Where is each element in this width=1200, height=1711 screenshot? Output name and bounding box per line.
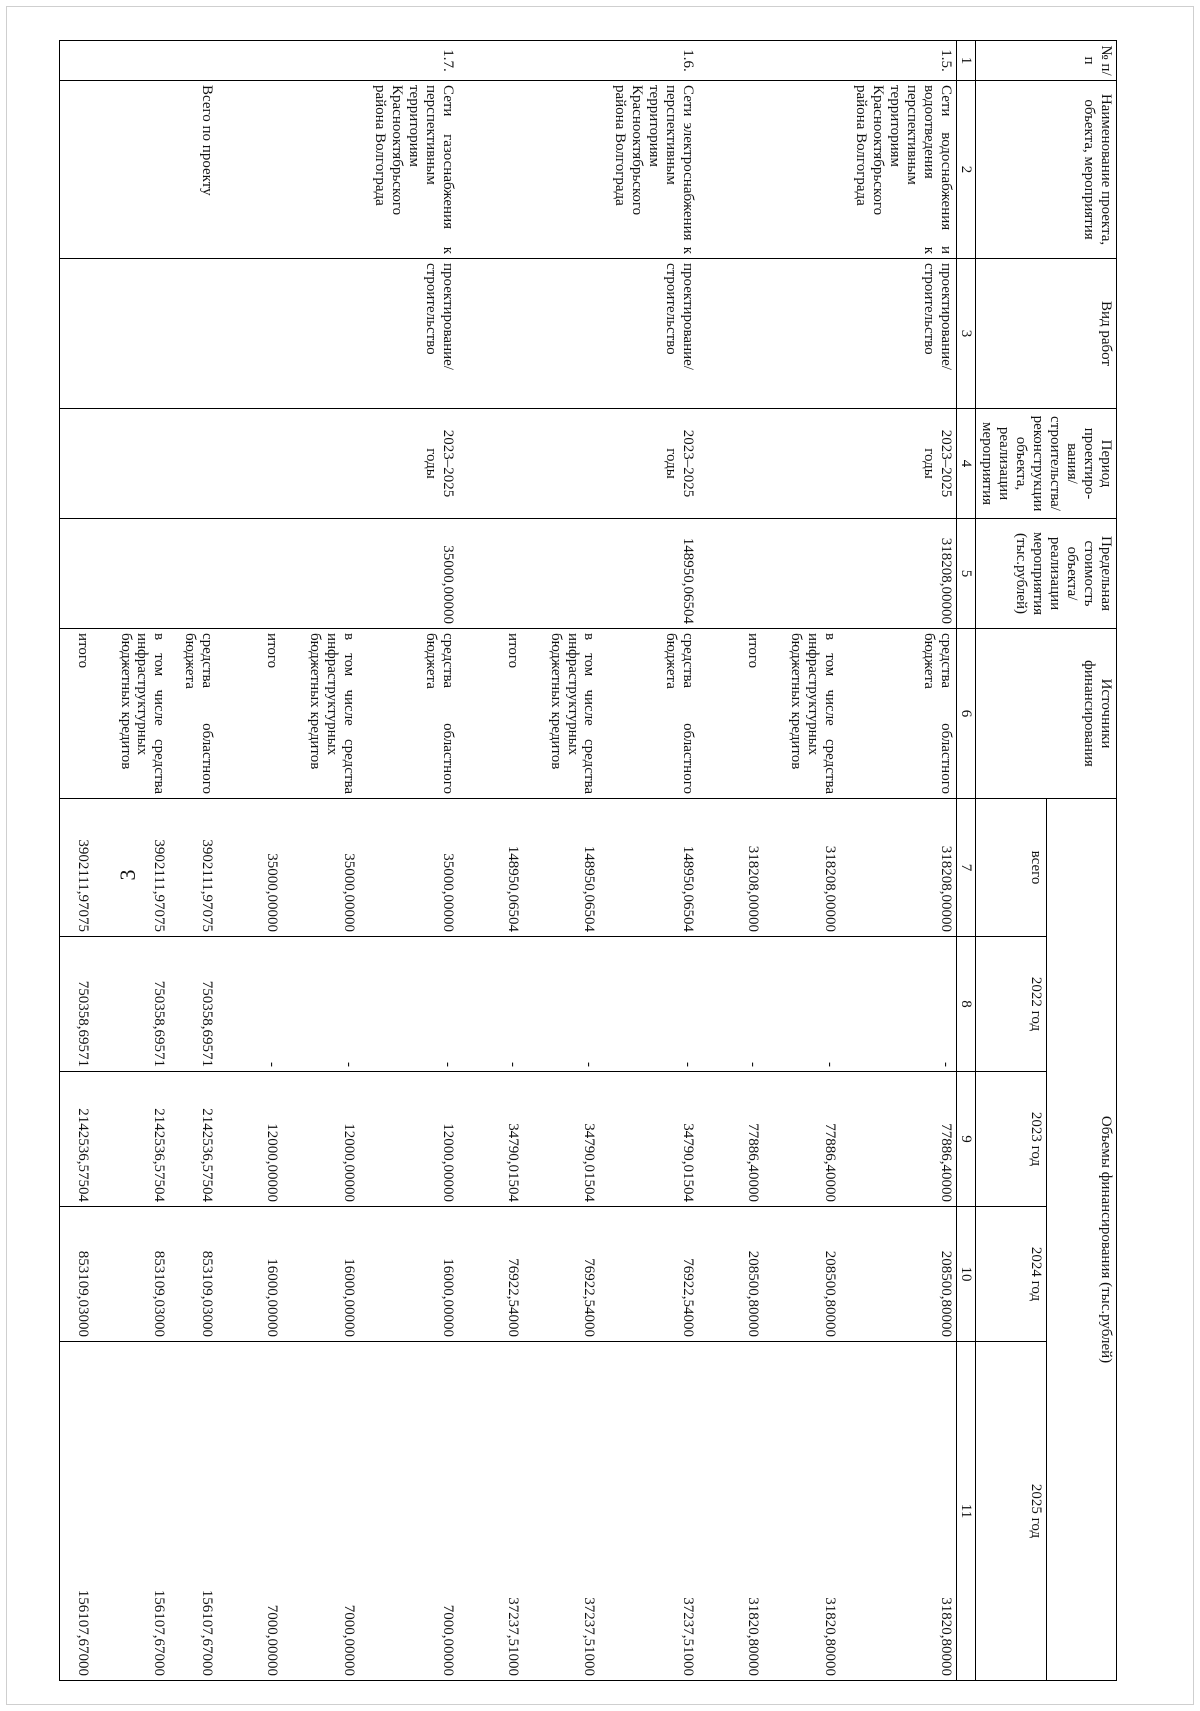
row-number [763,41,840,81]
amount-total: 35000,00000 [282,799,359,937]
row-number [59,41,92,81]
period: 2023–2025 годы [359,409,458,519]
amount-2025: 37237,51000 [523,1342,600,1681]
object-name: Сети водоснабжения и водоотведения к перспективным территориям Краснооктябрьского района Волгограда [840,81,956,259]
cost-limit [523,519,600,629]
amount-2024: 853109,03000 [169,1207,217,1342]
amount-total: 35000,00000 [359,799,458,937]
header-total: всего [976,799,1046,937]
funding-source: в том числе средства инфраструктурных бюджетных кредитов [763,629,840,799]
header-work: Вид работ [976,259,1117,409]
amount-2022: - [840,937,956,1072]
amount-2023: 12000,00000 [359,1072,458,1207]
header-funding: Объемы финансирования (тыс.рублей) [1046,799,1116,1681]
funding-source: средства областного бюджета [359,629,458,799]
amount-total: 148950,06504 [523,799,600,937]
amount-2022: - [282,937,359,1072]
amount-2024: 853109,03000 [59,1207,92,1342]
funding-source: итого [458,629,523,799]
period [217,409,282,519]
table-row [600,41,699,1681]
financing-table-sheet [74,40,1117,1680]
amount-2025: 156107,67000 [59,1342,92,1681]
amount-total: 148950,06504 [458,799,523,937]
funding-source: средства областного бюджета [840,629,956,799]
object-name [763,81,840,259]
row-number: 1.6. [600,41,699,81]
amount-2024: 853109,03000 [93,1207,170,1342]
column-number: 10 [956,1207,976,1342]
table-row [840,41,956,1681]
financing-table [59,40,1117,1681]
amount-2025: 31820,80000 [763,1342,840,1681]
amount-2022: 750358,69571 [169,937,217,1072]
column-number-row [956,41,976,1681]
table-row [93,41,170,1681]
cost-limit: 148950,06504 [600,519,699,629]
object-name [59,81,92,259]
cost-limit [93,519,170,629]
period [169,409,217,519]
header-cost: Предельная стоимость объекта/ реализации мероприятия (тыс.рублей) [976,519,1117,629]
amount-2023: 77886,40000 [698,1072,763,1207]
column-number: 3 [956,259,976,409]
table-row [359,41,458,1681]
amount-2025: 31820,80000 [840,1342,956,1681]
work-type [698,259,763,409]
amount-2025: 156107,67000 [93,1342,170,1681]
funding-source: в том числе средства инфраструктурных бюджетных кредитов [523,629,600,799]
column-number: 5 [956,519,976,629]
funding-source: средства областного бюджета [600,629,699,799]
row-number [217,41,282,81]
amount-total: 3902111,97075 [93,799,170,937]
work-type [523,259,600,409]
period [458,409,523,519]
amount-total: 35000,00000 [217,799,282,937]
amount-2022: - [600,937,699,1072]
object-name [458,81,523,259]
period [698,409,763,519]
amount-2025: 31820,80000 [698,1342,763,1681]
amount-2024: 16000,00000 [217,1207,282,1342]
amount-2025: 37237,51000 [600,1342,699,1681]
row-number [523,41,600,81]
column-number: 7 [956,799,976,937]
amount-2022: 750358,69571 [93,937,170,1072]
funding-source: итого [698,629,763,799]
amount-2023: 2142536,57504 [59,1072,92,1207]
table-body [59,41,956,1681]
work-type [217,259,282,409]
amount-2023: 2142536,57504 [169,1072,217,1207]
row-number [698,41,763,81]
cost-limit: 35000,00000 [359,519,458,629]
amount-2022: - [458,937,523,1072]
amount-2023: 77886,40000 [840,1072,956,1207]
column-number: 9 [956,1072,976,1207]
work-type: проектирование/строительство [840,259,956,409]
amount-2022: - [698,937,763,1072]
table-row [763,41,840,1681]
header-2024: 2024 год [976,1207,1046,1342]
column-number: 11 [956,1342,976,1681]
column-number: 8 [956,937,976,1072]
period [93,409,170,519]
amount-2025: 37237,51000 [458,1342,523,1681]
column-number: 4 [956,409,976,519]
table-row [458,41,523,1681]
amount-2024: 76922,54000 [523,1207,600,1342]
row-number: 1.5. [840,41,956,81]
period [523,409,600,519]
column-number: 2 [956,81,976,259]
amount-2025: 7000,00000 [359,1342,458,1681]
work-type [282,259,359,409]
amount-total: 3902111,97075 [59,799,92,937]
column-number: 1 [956,41,976,81]
table-header [956,41,1116,1681]
amount-2023: 34790,01504 [458,1072,523,1207]
table-row [698,41,763,1681]
object-name: Сети газоснабжения к перспективным территориям Краснооктябрьского района Волгограда [359,81,458,259]
amount-2023: 12000,00000 [282,1072,359,1207]
cost-limit [282,519,359,629]
work-type [169,259,217,409]
table-row [217,41,282,1681]
funding-source: средства областного бюджета [169,629,217,799]
amount-2024: 208500,80000 [698,1207,763,1342]
amount-total: 318208,00000 [698,799,763,937]
cost-limit [169,519,217,629]
amount-total: 148950,06504 [600,799,699,937]
object-name: Всего по проекту [169,81,217,259]
cost-limit [698,519,763,629]
funding-source: итого [59,629,92,799]
work-type: проектирование/строительство [359,259,458,409]
amount-2025: 7000,00000 [282,1342,359,1681]
amount-2023: 12000,00000 [217,1072,282,1207]
amount-2023: 34790,01504 [523,1072,600,1207]
amount-2025: 7000,00000 [217,1342,282,1681]
table-row [523,41,600,1681]
amount-total: 318208,00000 [763,799,840,937]
row-number: 1.7. [359,41,458,81]
work-type [763,259,840,409]
header-2025: 2025 год [976,1342,1046,1681]
object-name [217,81,282,259]
period: 2023–2025 годы [840,409,956,519]
amount-2022: - [523,937,600,1072]
row-number [169,41,217,81]
amount-2022: 750358,69571 [59,937,92,1072]
work-type: проектирование/строительство [600,259,699,409]
amount-total: 318208,00000 [840,799,956,937]
funding-source: в том числе средства инфраструктурных бюджетных кредитов [93,629,170,799]
object-name [698,81,763,259]
period [282,409,359,519]
cost-limit: 318208,00000 [840,519,956,629]
amount-2023: 2142536,57504 [93,1072,170,1207]
object-name [93,81,170,259]
header-2023: 2023 год [976,1072,1046,1207]
funding-source: итого [217,629,282,799]
cost-limit [217,519,282,629]
funding-source: в том числе средства инфраструктурных бюджетных кредитов [282,629,359,799]
row-number [93,41,170,81]
amount-2025: 156107,67000 [169,1342,217,1681]
period: 2023–2025 годы [600,409,699,519]
amount-2024: 16000,00000 [282,1207,359,1342]
header-source: Источники финансирования [976,629,1117,799]
amount-2022: - [359,937,458,1072]
work-type [458,259,523,409]
amount-2024: 76922,54000 [458,1207,523,1342]
period [763,409,840,519]
work-type [93,259,170,409]
amount-2024: 76922,54000 [600,1207,699,1342]
work-type [59,259,92,409]
object-name [523,81,600,259]
amount-2024: 16000,00000 [359,1207,458,1342]
table-row [169,41,217,1681]
cost-limit [763,519,840,629]
amount-2024: 208500,80000 [763,1207,840,1342]
amount-2023: 77886,40000 [763,1072,840,1207]
object-name: Сети электроснабжения к перспективным территориям Краснооктябрьского района Волгограда [600,81,699,259]
header-name: Наименование проекта, объекта, мероприятия [976,81,1117,259]
amount-2022: - [763,937,840,1072]
amount-2022: - [217,937,282,1072]
page-number: 3 [115,869,140,881]
table-row [282,41,359,1681]
row-number [458,41,523,81]
object-name [282,81,359,259]
table-row [59,41,92,1681]
header-period: Период проектиро-вания/ строительства/ реконструкции объекта, реализации мероприятия [976,409,1117,519]
amount-total: 3902111,97075 [169,799,217,937]
cost-limit [458,519,523,629]
period [59,409,92,519]
header-2022: 2022 год [976,937,1046,1072]
amount-2023: 34790,01504 [600,1072,699,1207]
column-number: 6 [956,629,976,799]
amount-2024: 208500,80000 [840,1207,956,1342]
row-number [282,41,359,81]
header-num: № п/п [976,41,1117,81]
cost-limit [59,519,92,629]
